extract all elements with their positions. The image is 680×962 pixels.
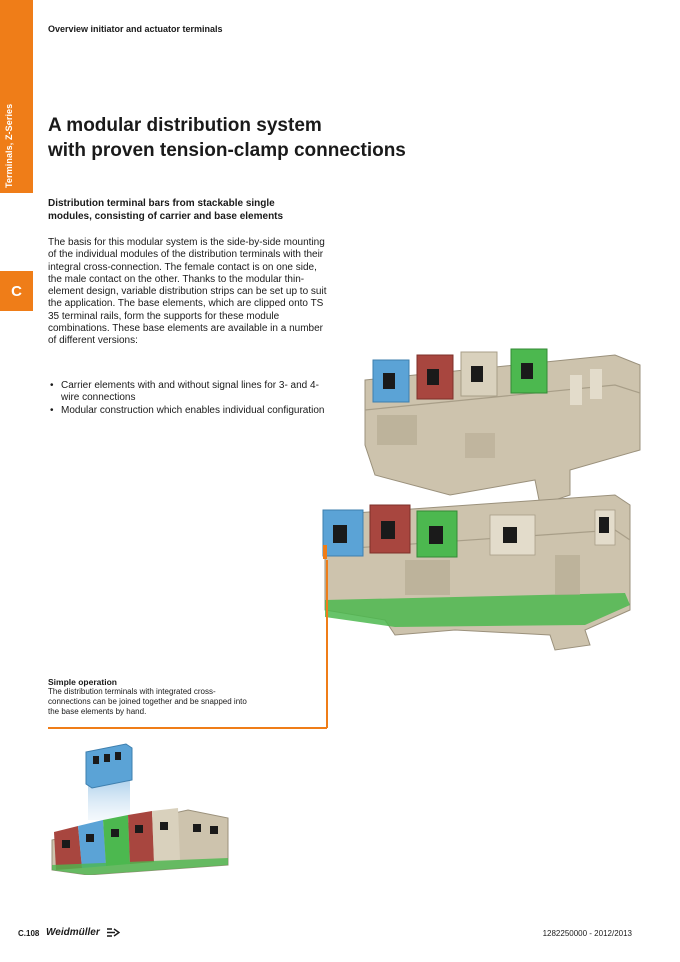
page-title [48, 113, 448, 163]
feature-list [48, 380, 333, 417]
document-reference: 1282250000 - 2012/2013 [542, 929, 632, 938]
weidmuller-logo-icon [106, 928, 120, 937]
callout-line-horizontal [48, 727, 327, 729]
section-header: Overview initiator and actuator terminals [48, 24, 223, 34]
subtitle-line-1: Distribution terminal bars from stackable single [48, 198, 275, 209]
lower-terminal-assembly [323, 495, 630, 650]
caption-text: The distribution terminals with integrated cross-connections can be joined together and be snapped into the base elements by hand. [48, 687, 247, 716]
list-item: • Carrier elements with and without signal lines for 3- and 4-wire connections [48, 380, 333, 405]
product-photo-distribution-terminals [315, 335, 655, 665]
subtitle-line-2: modules, consisting of carrier and base elements [48, 211, 284, 222]
page-number: C.108 [18, 929, 40, 938]
title-line-2: with proven tension-clamp connections [48, 140, 406, 161]
callout-line-vertical [326, 560, 328, 728]
upper-terminal-assembly [365, 349, 640, 505]
page-subtitle [48, 197, 328, 223]
chapter-side-label: Terminals, Z-Series [4, 103, 14, 188]
title-line-1: A modular distribution system [48, 115, 322, 136]
list-item: • Modular construction which enables individual configuration [48, 405, 333, 417]
caption-title: Simple operation [48, 677, 117, 687]
chapter-letter-tab: C [0, 271, 33, 311]
chapter-side-tab [0, 0, 33, 193]
brand-name: Weidmüller [46, 927, 100, 938]
body-paragraph: The basis for this modular system is the side-by-side mounting of the individual modules of the distribution terminals with their integral cross-connection. The female contact is on one side, the male contact on the other. Thanks to the modular thin-element design, variable distribution strips can be set up to suit the application. The base elements, which are clipped onto TS 35 terminal rails, form the supports for these module combinations. These base elements are available in a number of different versions: [48, 237, 327, 347]
product-photo-snap-in [48, 740, 238, 875]
brand-logo [46, 927, 120, 938]
